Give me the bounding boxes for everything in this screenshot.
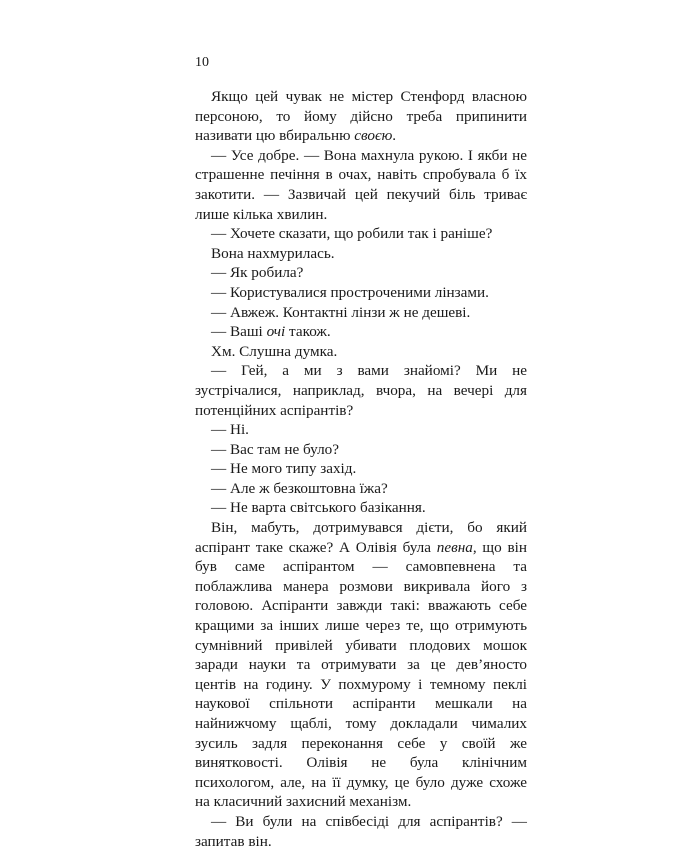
- text-run: — Не варта світського базікання.: [211, 499, 426, 517]
- paragraph: [195, 87, 527, 146]
- text-run: також.: [285, 323, 331, 341]
- text-run: , що він був саме аспірантом — самовпевнена та поблажлива манера розмови викривала його з головою. Аспіранти завжди такі: вважають себе кращими за інших лише через те, що отримують сумнівний привілей убивати плодових мошок заради науки та отримувати за це дев’яносто центів на годину. У похмурому і темному пеклі наукової спільноти аспіранти мешкали на найнижчому щаблі, тому докладали чималих зусиль задля переконання себе у своїй же винятковості. Олівія не була клінічним психологом, але, на її думку, це було дуже схоже на класичний захисний механізм.: [195, 538, 527, 811]
- paragraph: [195, 479, 527, 499]
- paragraph: [195, 459, 527, 479]
- text-run: Якщо цей чувак не містер Стенфорд власною персоною, то йому дійсно треба припинити називати цю вбиральню: [195, 88, 527, 145]
- text-run: Він, мабуть, дотримувався дієти, бо який аспірант таке скаже? А Олівія була: [195, 519, 527, 556]
- paragraph: [195, 420, 527, 440]
- paragraph: [195, 812, 527, 851]
- text-run: — Але ж безкоштовна їжа?: [211, 479, 388, 497]
- paragraph: [195, 518, 527, 812]
- text-run: — Користувалися простроченими лінзами.: [211, 283, 489, 301]
- paragraph: [195, 283, 527, 303]
- text-run: — Гей, а ми з вами знайомі? Ми не зустрічалися, наприклад, вчора, на вечері для потенційних аспірантів?: [195, 362, 527, 419]
- page-number: 10: [195, 55, 209, 70]
- paragraph: [195, 322, 527, 342]
- text-run: — Не мого типу захід.: [211, 460, 357, 478]
- text-run: Хм. Слушна думка.: [211, 342, 338, 360]
- italic-text: своєю: [354, 127, 393, 145]
- text-run: — Як робила?: [211, 264, 304, 282]
- text-run: Вона нахмурилась.: [211, 244, 335, 262]
- text-run: — Авжеж. Контактні лінзи ж не дешеві.: [211, 303, 471, 321]
- text-run: — Хочете сказати, що робили так і раніше?: [211, 225, 493, 243]
- paragraph: [195, 440, 527, 460]
- text-run: — Ви були на співбесіді для аспірантів? — запитав він.: [195, 812, 527, 850]
- text-run: — Ні.: [211, 421, 249, 439]
- italic-text: певна: [436, 538, 473, 556]
- text-run: .: [392, 127, 397, 145]
- paragraph: [195, 244, 527, 264]
- paragraph: [195, 263, 527, 283]
- paragraph: [195, 361, 527, 420]
- text-run: — Усе добре. — Вона махнула рукою. І якби не страшенне печіння в очах, навіть спробувала б їх закотити. — Зазвичай цей пекучий біль триває лише кілька хвилин.: [195, 146, 527, 223]
- paragraph: [195, 146, 527, 224]
- paragraph: [195, 342, 527, 362]
- text-run: — Ваші: [211, 323, 267, 341]
- body-text: [195, 87, 527, 851]
- text-run: — Вас там не було?: [211, 440, 340, 458]
- paragraph: [195, 224, 527, 244]
- paragraph: [195, 498, 527, 518]
- italic-text: очі: [266, 323, 286, 341]
- paragraph: [195, 303, 527, 323]
